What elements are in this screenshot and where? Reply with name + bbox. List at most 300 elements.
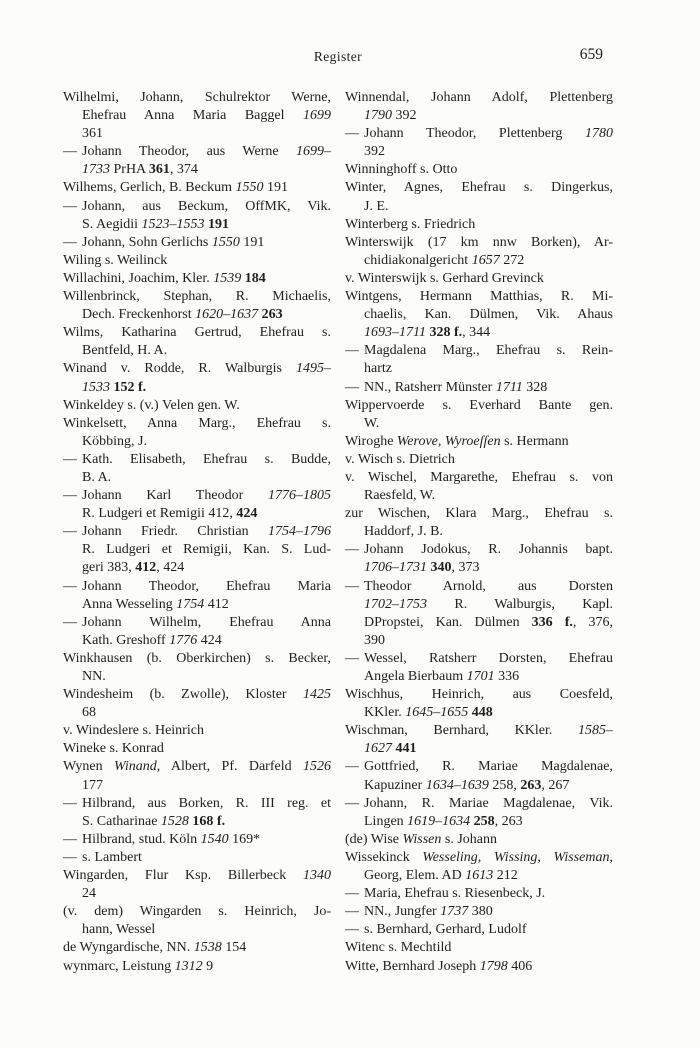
text-segment: hann, Wessel [82,922,156,938]
entry-line [345,867,613,885]
text-segment: , Albert, Pf. Darfeld [156,759,303,775]
entry-line [63,469,331,487]
entry-line [63,813,331,831]
text-segment: Ehefrau Anna Maria Baggel [82,108,303,124]
entry-line [345,324,613,342]
entry-line [345,740,613,758]
text-segment: Raesfeld, W. [364,488,436,504]
text-segment: Wippervoerde s. Everhard Bante gen. [345,397,613,413]
index-entry [345,939,613,957]
text-segment: 1634–1639 [425,777,489,793]
entry-line [63,795,331,813]
entry-line [345,777,613,795]
entry-line [63,939,331,957]
entry-dash-marker: — [63,234,77,250]
text-segment: Haddorf, J. B. [364,524,443,540]
index-entry [63,89,331,143]
text-segment: 1340 [303,868,331,884]
index-entry [345,795,613,831]
entry-dash-marker: — [63,578,77,594]
text-segment: Maria, Ehefrau s. Riesenbeck, J. [364,886,546,902]
text-segment: 1585– [578,723,613,739]
text-segment: Wiling s. Weilinck [63,252,168,268]
entry-line [63,161,331,179]
entry-dash-marker: — [63,144,77,160]
entry-line [63,722,331,740]
entry-dash-marker: — [345,759,359,775]
text-segment: 154 [221,940,247,956]
entry-dash-marker: — [345,542,359,558]
entry-line [345,234,613,252]
text-segment: Wintgens, Hermann Matthias, R. Mi- [345,289,613,305]
entry-line [63,632,331,650]
index-entry [63,722,331,740]
entry-line [345,541,613,559]
page-header [63,48,613,68]
text-segment: 9 [202,958,214,974]
running-title: Register [313,49,363,64]
text-segment: 448 [471,705,493,721]
text-segment: v. Wisch s. Dietrich [345,451,455,467]
text-segment: 177 [82,777,103,793]
text-segment: R. Ludgeri et Remigii, Kan. S. Lud- [82,542,331,558]
entry-line [63,216,331,234]
text-segment: 184 [244,270,266,286]
text-segment: s. Bernhard, Gerhard, Ludolf [364,922,527,938]
text-segment: 1737 [440,904,469,920]
entry-line [345,668,613,686]
text-segment: 212 [493,868,518,884]
text-segment: 24 [82,886,96,902]
entry-line [345,216,613,234]
text-segment: 1528 [160,813,189,829]
entry-line [63,342,331,360]
text-segment: Wischhus, Heinrich, aus Coesfeld, [345,687,613,703]
entry-dash-marker: — [345,886,359,902]
entry-line [345,921,613,939]
text-segment: 168 f. [192,813,226,829]
index-entry [63,487,331,523]
entry-line [63,668,331,686]
text-segment: (de) Wise [345,831,403,847]
text-segment: Gottfried, R. Mariae Magdalenae, [364,759,613,775]
index-entry [345,541,613,577]
text-segment: 1790 [364,108,392,124]
index-entry [345,89,613,125]
text-segment: Windesheim (b. Zwolle), Kloster [63,687,303,703]
text-segment: Witte, Bernhard Joseph [345,958,480,974]
entry-line [63,397,331,415]
entry-line [63,107,331,125]
text-segment: s. Hermann [500,433,569,449]
text-segment: Kath. Greshoff [82,632,170,648]
text-segment: Johann, R. Mariae Magdalenae, Vik. [364,795,613,811]
entry-line [345,958,613,976]
entry-line [63,252,331,270]
text-segment: , [609,849,613,865]
index-entry [63,831,331,849]
text-segment: 412 [135,560,157,576]
text-segment: 380 [468,904,493,920]
index-entry [345,921,613,939]
entry-line [63,849,331,867]
text-segment: 1526 [303,759,331,775]
text-segment: 191 [239,234,265,250]
page-number: 659 [579,46,603,63]
text-segment: Hilbrand, aus Borken, R. III reg. et [82,795,331,811]
text-segment: NN., Ratsherr Münster [364,379,496,395]
text-segment: Winand v. Rodde, R. Walburgis [63,361,296,377]
index-entry [345,505,613,541]
text-segment: 1706–1731 [364,560,427,576]
entry-line [63,324,331,342]
text-segment: Lingen [364,813,408,829]
entry-line [345,650,613,668]
text-segment: 191 [263,180,288,196]
entry-dash-marker: — [345,795,359,811]
text-segment: 1539 [213,270,242,286]
text-segment: 1425 [303,687,331,703]
text-segment: de Wyngardische, NN. [63,940,194,956]
text-segment: Kapuziner [364,777,426,793]
index-entry [63,234,331,252]
text-segment: Anna Wesseling [82,596,177,612]
text-segment: 169* [228,831,261,847]
entry-line [345,342,613,360]
entry-line [345,523,613,541]
text-segment: Wilhems, Gerlich, B. Beckum [63,180,236,196]
text-segment: , 267 [541,777,570,793]
index-entry [63,415,331,451]
entry-line [63,704,331,722]
index-entry [63,939,331,957]
text-segment: 1776 [169,632,198,648]
text-segment: NN., Jungfer [364,904,441,920]
entry-line [63,360,331,378]
index-entry [63,179,331,197]
text-segment: Wissekinck [345,849,423,865]
text-segment: Winterswijk (17 km nnw Borken), Ar- [345,234,613,250]
text-segment: 1613 [465,868,494,884]
entry-line [345,415,613,433]
text-segment: , 376, [572,614,613,630]
text-segment: 361 [82,126,103,142]
text-segment: 1702–1753 [364,596,427,612]
entry-line [345,849,613,867]
entry-line [345,107,613,125]
index-entry [345,288,613,342]
entry-dash-marker: — [345,126,359,142]
text-segment: KKler. [364,705,406,721]
text-segment: Werove, Wyroeſſen [396,433,501,449]
text-segment: 390 [364,632,385,648]
text-segment: Johann, Sohn Gerlichs [82,234,212,250]
index-entry [63,397,331,415]
text-segment: 340 [430,560,452,576]
entry-line [345,722,613,740]
text-segment: 272 [499,252,525,268]
text-segment: 1754 [176,596,205,612]
index-entry [63,270,331,288]
text-segment: , 373 [451,560,480,576]
index-entry [345,885,613,903]
text-segment: 68 [82,705,96,721]
text-segment: v. Wischel, Margarethe, Ehefrau s. von [345,469,613,485]
text-segment: 328 f. [429,325,463,341]
text-segment: Winterberg s. Friedrich [345,216,476,232]
entry-line [63,288,331,306]
entry-dash-marker: — [63,831,77,847]
entry-dash-marker: — [345,922,359,938]
entry-line [63,306,331,324]
text-segment: S. Aegidii [82,216,142,232]
text-segment: 336 f. [531,614,573,630]
text-segment: 1533 [82,379,110,395]
entry-line [345,632,613,650]
text-segment: 1495– [296,361,331,377]
text-segment: , 263 [494,813,523,829]
text-segment: Johann Wilhelm, Ehefrau Anna [82,614,331,630]
entry-line [345,614,613,632]
text-segment: 392 [392,108,417,124]
index-entry [63,578,331,614]
text-segment: 152 f. [113,379,147,395]
text-segment: Wingarden, Flur Ksp. Billerbeck [63,868,303,884]
entry-dash-marker: — [63,614,77,630]
entry-line [63,578,331,596]
entry-line [345,306,613,324]
entry-line [345,360,613,378]
text-segment: 1619–1634 [407,813,471,829]
entry-line [63,433,331,451]
index-entry [345,270,613,288]
entry-line [345,198,613,216]
text-segment: 1550 [235,180,264,196]
index-columns [63,89,613,976]
text-segment: zur Wischen, Klara Marg., Ehefrau s. [345,506,613,522]
text-segment: , 344 [462,325,491,341]
text-segment: Johann Karl Theodor [82,488,268,504]
index-entry [63,614,331,650]
index-entry [63,324,331,360]
index-entry [63,740,331,758]
text-segment: 1627 [364,741,392,757]
text-segment: geri 383, [82,560,136,576]
entry-line [63,740,331,758]
entry-line [345,179,613,197]
text-segment: 1798 [479,958,508,974]
index-entry [63,867,331,903]
text-segment: 361 [148,162,170,178]
index-entry [345,578,613,650]
index-entry [63,903,331,939]
entry-line [345,89,613,107]
text-block [63,48,613,976]
text-segment: s. Lambert [82,849,142,865]
text-segment: 1538 [193,940,222,956]
entry-dash-marker: — [345,904,359,920]
text-segment: Johann Theodor, aus Werne [82,144,296,160]
entry-line [345,397,613,415]
index-entry [345,161,613,179]
index-entry [63,958,331,976]
entry-line [63,270,331,288]
text-segment: 258 [473,813,495,829]
entry-line [63,596,331,614]
entry-line [63,505,331,523]
index-column-left [63,89,331,976]
entry-line [345,487,613,505]
entry-line [345,288,613,306]
text-segment: Bentfeld, H. A. [82,343,168,359]
entry-line [345,505,613,523]
entry-line [345,596,613,614]
text-segment: Johann Theodor, Ehefrau Maria [82,578,331,594]
text-segment: Wiroghe [345,433,397,449]
text-segment: S. Catharinae [82,813,161,829]
entry-line [345,686,613,704]
index-entry [345,849,613,885]
entry-dash-marker: — [63,451,77,467]
text-segment: 1780 [585,126,613,142]
entry-line [63,415,331,433]
index-entry [63,288,331,324]
text-segment: , 424 [156,560,185,576]
entry-line [63,559,331,577]
text-segment: 1620–1637 [195,307,259,323]
text-segment: Winkelsett, Anna Marg., Ehefrau s. [63,415,331,431]
index-entry [345,958,613,976]
entry-dash-marker: — [345,578,359,594]
text-segment: B. A. [82,469,112,485]
index-entry [63,758,331,794]
entry-line [345,578,613,596]
text-segment: Angela Bierbaum [364,669,467,684]
index-column-right [345,89,613,976]
text-segment: R. Ludgeri et Remigii 412, [82,506,237,522]
entry-line [63,650,331,668]
index-entry [345,722,613,758]
entry-line [63,758,331,776]
entry-line [345,885,613,903]
text-segment: Johann, aus Beckum, OffMK, Vik. [82,198,331,214]
text-segment: v. Winterswijk s. Gerhard Grevinck [345,270,544,286]
text-segment: 441 [395,741,417,757]
text-segment: s. Johann [441,831,498,847]
index-entry [345,216,613,234]
text-segment: J. E. [364,198,389,214]
text-segment: 1733 [82,162,110,178]
entry-line [63,125,331,143]
entry-line [345,161,613,179]
text-segment: 1776–1805 [268,488,331,504]
index-entry [63,795,331,831]
entry-line [345,831,613,849]
index-entry [63,650,331,686]
entry-line [345,559,613,577]
entry-line [63,541,331,559]
text-segment: (v. dem) Wingarden s. Heinrich, Jo- [63,904,331,920]
text-segment: Dech. Freckenhorst [82,307,196,323]
entry-line [63,89,331,107]
index-entry [345,686,613,722]
entry-line [345,433,613,451]
entry-dash-marker: — [63,524,77,540]
entry-line [63,179,331,197]
text-segment: Wilms, Katharina Gertrud, Ehefrau s. [63,325,331,341]
index-entry [345,451,613,469]
index-entry [63,686,331,722]
text-segment: 1523–1553 [141,216,205,232]
text-segment: Wynen [63,759,114,775]
text-segment: 263 [520,777,542,793]
text-segment: 1711 [495,379,523,395]
entry-line [63,234,331,252]
index-entry [345,758,613,794]
text-segment: 412 [204,596,229,612]
entry-line [345,903,613,921]
entry-line [345,379,613,397]
text-segment: chaelis, Kan. Dülmen, Vik. Ahaus [364,307,613,323]
text-segment: hartz [364,361,392,377]
entry-line [345,252,613,270]
text-segment: wynmarc, Leistung [63,958,175,974]
entry-line [345,758,613,776]
entry-line [63,198,331,216]
text-segment: W. [364,415,380,431]
text-segment: DPropstei, Kan. Dülmen [364,614,532,630]
entry-line [345,795,613,813]
entry-dash-marker: — [63,849,77,865]
text-segment: v. Windeslere s. Heinrich [63,723,204,739]
text-segment: Theodor Arnold, aus Dorsten [364,578,613,594]
text-segment: Winninghoff s. Otto [345,162,458,178]
text-segment: 1699– [296,144,331,160]
text-segment: Magdalena Marg., Ehefrau s. Rein- [364,343,613,359]
index-entry [345,234,613,270]
text-segment: 191 [208,216,230,232]
entry-line [63,487,331,505]
entry-line [345,469,613,487]
text-segment: 1754–1796 [268,524,331,540]
text-segment: Wissen [402,831,442,847]
text-segment: Winkeldey s. (v.) Velen gen. W. [63,397,240,413]
text-segment: Winter, Agnes, Ehefrau s. Dingerkus, [345,180,613,196]
text-segment: 263 [261,307,283,323]
index-entry [345,903,613,921]
text-segment: Witenc s. Mechtild [345,940,452,956]
entry-line [63,777,331,795]
index-entry [345,379,613,397]
text-segment: R. Walburgis, Kapl. [427,596,613,612]
text-segment: Winkhausen (b. Oberkirchen) s. Becker, [63,650,331,666]
entry-line [63,921,331,939]
text-segment: 1657 [471,252,500,268]
entry-line [63,903,331,921]
text-segment: 1645–1655 [405,705,469,721]
text-segment: NN. [82,669,106,684]
text-segment: Wessel, Ratsherr Dorsten, Ehefrau [364,650,613,666]
index-entry [345,831,613,849]
text-segment: Hilbrand, stud. Köln [82,831,201,847]
text-segment: 1540 [200,831,229,847]
entry-line [63,379,331,397]
entry-dash-marker: — [345,379,359,395]
index-entry [345,650,613,686]
entry-line [345,143,613,161]
text-segment: Wischman, Bernhard, KKler. [345,723,578,739]
text-segment: 1693–1711 [364,325,426,341]
